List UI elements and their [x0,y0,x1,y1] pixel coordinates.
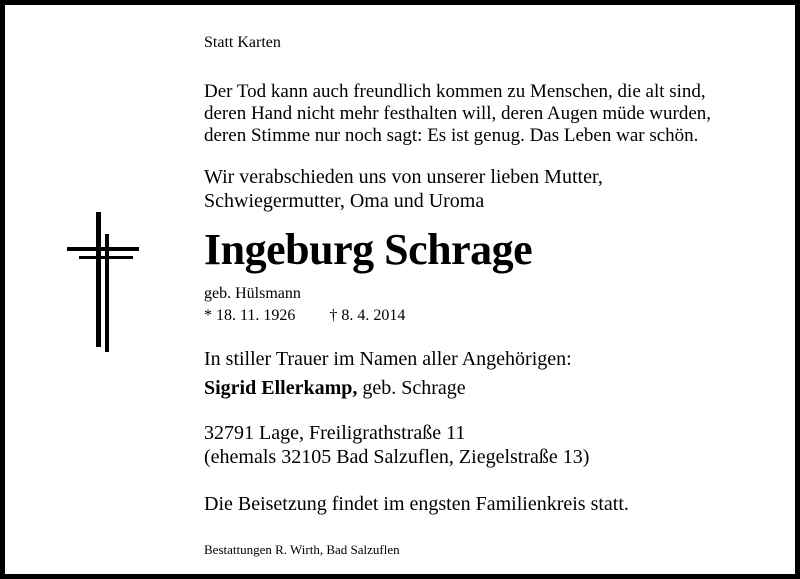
address [204,421,589,469]
life-dates [204,307,405,325]
death-date: † 8. 4. 2014 [329,307,406,324]
address-line: 32791 Lage, Freiligrathstraße 11 [204,422,466,444]
funeral-home: Bestattungen R. Wirth, Bad Salzuflen [204,542,400,557]
birth-date: * 18. 11. 1926 [204,307,296,324]
poem [204,81,711,147]
birth-name: geb. Hülsmann [204,285,301,302]
mourners-intro: In stiller Trauer im Namen aller Angehörigen: [204,348,572,370]
poem-line: Der Tod kann auch freundlich kommen zu Menschen, die alt sind, [204,81,706,102]
mourner-birth-name: geb. Schrage [357,377,466,399]
intro-line: Wir verabschieden uns von unserer lieben Mutter, [204,166,603,188]
farewell-intro [204,165,603,213]
mourner-line [204,376,466,400]
funeral-note: Die Beisetzung findet im engsten Familienkreis statt. [204,493,629,515]
poem-line: deren Stimme nur noch sagt: Es ist genug. Das Leben war schön. [204,125,699,146]
deceased-name: Ingeburg Schrage [204,225,533,274]
intro-line: Schwiegermutter, Oma und Uroma [204,190,485,212]
address-line: (ehemals 32105 Bad Salzuflen, Ziegelstraße 13) [204,446,590,468]
cross-icon [67,212,139,352]
header-label: Statt Karten [204,34,281,51]
mourner-name: Sigrid Ellerkamp, [204,377,358,399]
poem-line: deren Hand nicht mehr festhalten will, deren Augen müde wurden, [204,103,712,124]
